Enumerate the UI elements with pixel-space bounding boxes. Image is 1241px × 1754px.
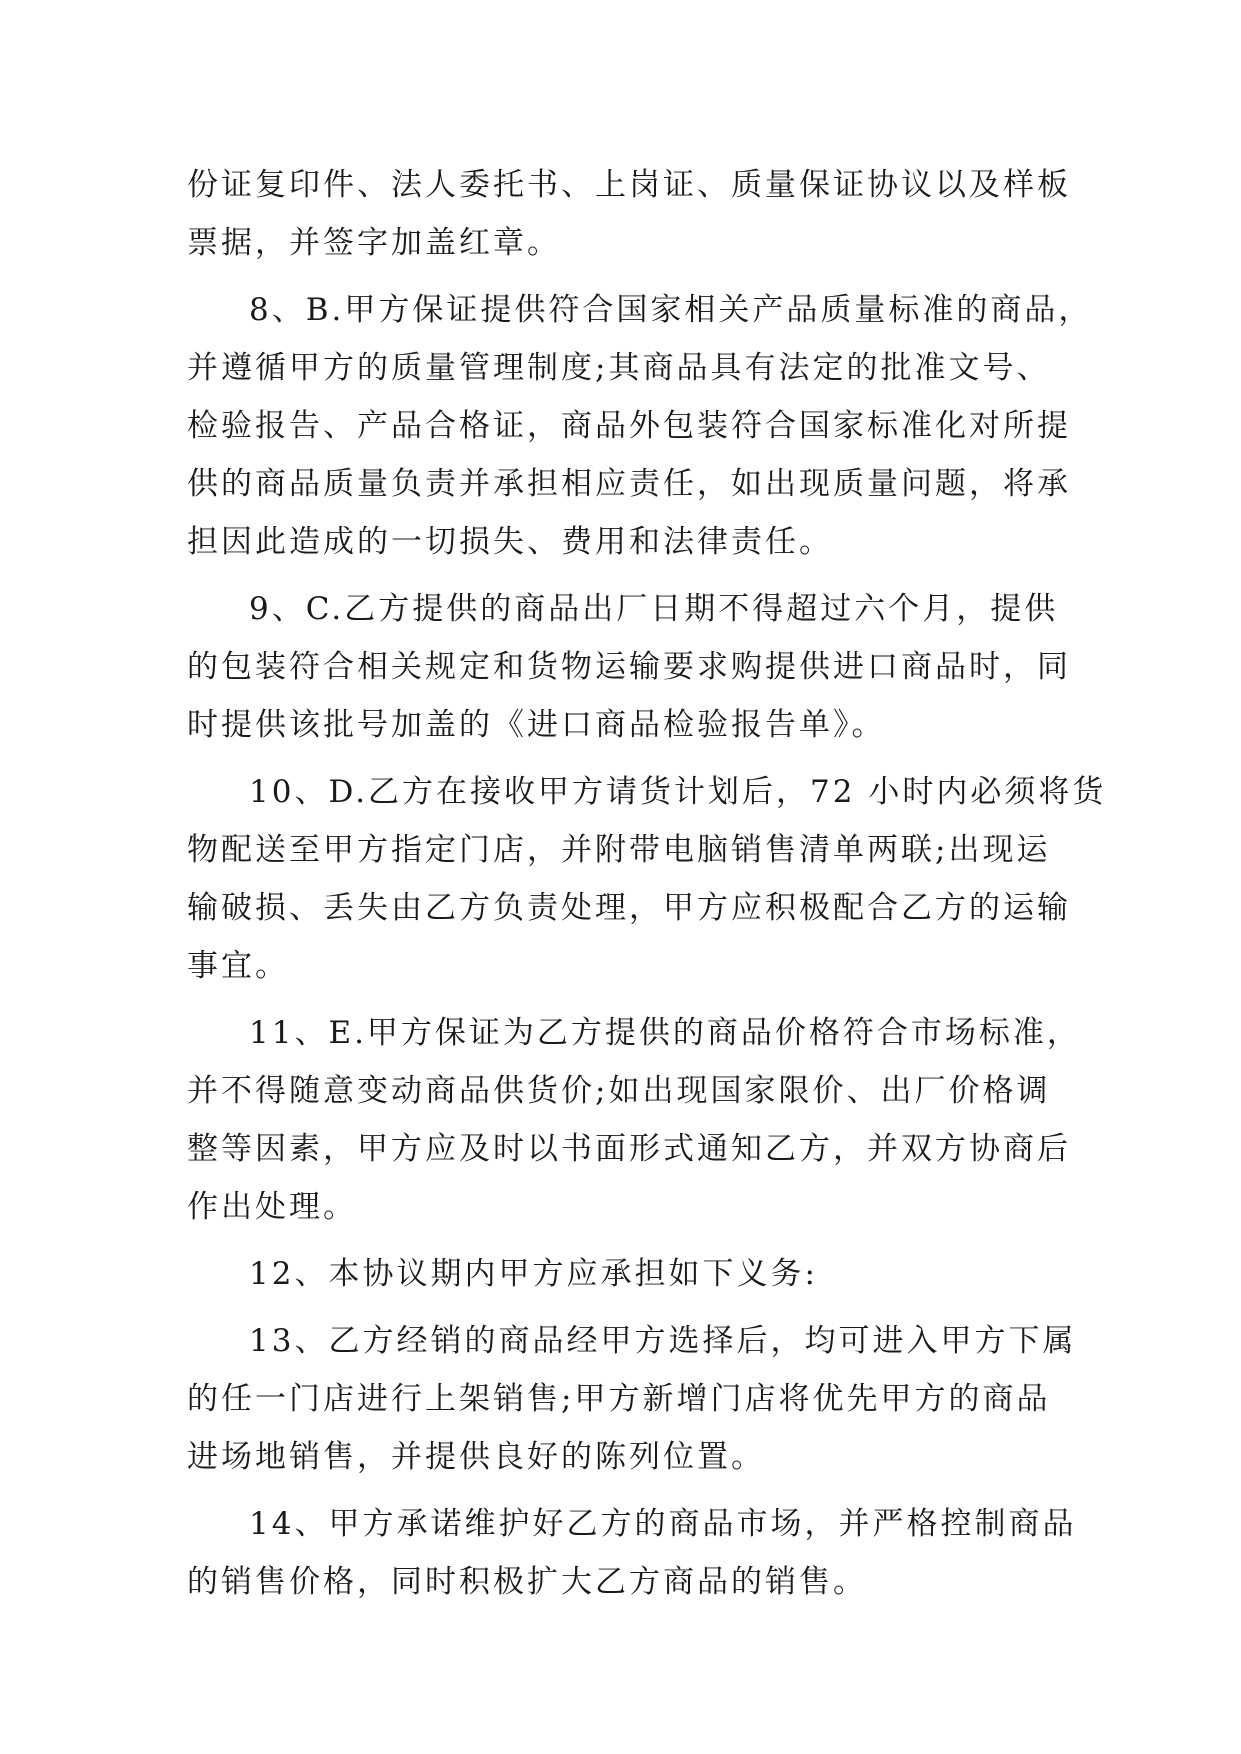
clause-11 xyxy=(187,1004,1081,1236)
clause-9 xyxy=(187,580,1071,754)
clause-8 xyxy=(187,281,1093,571)
text-line: 的包装符合相关规定和货物运输要求购提供进口商品时，同 xyxy=(187,649,1071,685)
text-line: 的任一门店进行上架销售;甲方新增门店将优先甲方的商品 xyxy=(187,1381,1051,1417)
text-line: 物配送至甲方指定门店，并附带电脑销售清单两联;出现运 xyxy=(187,832,1051,868)
text-line: 作出处理。 xyxy=(187,1189,357,1225)
text-line: 11、E.甲方保证为乙方提供的商品价格符合市场标准， xyxy=(249,1015,1081,1051)
clause-14 xyxy=(187,1495,1077,1611)
text-line: 份证复印件、法人委托书、上岗证、质量保证协议以及样板 xyxy=(187,167,1071,203)
text-line: 票据，并签字加盖红章。 xyxy=(187,225,561,261)
text-line: 并不得随意变动商品供货价;如出现国家限价、出厂价格调 xyxy=(187,1073,1051,1109)
text-line: 供的商品质量负责并承担相应责任，如出现质量问题，将承 xyxy=(187,466,1071,502)
text-line: 输破损、丢失由乙方负责处理，甲方应积极配合乙方的运输 xyxy=(187,890,1071,926)
text-line: 进场地销售，并提供良好的陈列位置。 xyxy=(187,1439,765,1475)
clause-13 xyxy=(187,1312,1077,1486)
text-line: 的销售价格，同时积极扩大乙方商品的销售。 xyxy=(187,1564,867,1600)
text-line: 并遵循甲方的质量管理制度;其商品具有法定的批准文号、 xyxy=(187,350,1051,386)
text-line: 时提供该批号加盖的《进口商品检验报告单》。 xyxy=(187,707,886,743)
document-body xyxy=(187,156,1107,1620)
paragraph-id-copy-continuation xyxy=(187,156,1071,272)
text-line: 9、C.乙方提供的商品出厂日期不得超过六个月，提供 xyxy=(249,591,1059,627)
clause-12 xyxy=(187,1245,1057,1303)
text-line: 整等因素，甲方应及时以书面形式通知乙方，并双方协商后 xyxy=(187,1131,1071,1167)
text-line: 12、本协议期内甲方应承担如下义务: xyxy=(249,1256,818,1292)
text-line: 13、乙方经销的商品经甲方选择后，均可进入甲方下属 xyxy=(249,1323,1077,1359)
clause-10 xyxy=(187,763,1107,995)
text-line: 10、D.乙方在接收甲方请货计划后，72 小时内必须将货 xyxy=(249,774,1107,810)
text-line: 事宜。 xyxy=(187,948,289,984)
text-line: 担因此造成的一切损失、费用和法律责任。 xyxy=(187,524,833,560)
text-line: 检验报告、产品合格证，商品外包装符合国家标准化对所提 xyxy=(187,408,1071,444)
text-line: 8、B.甲方保证提供符合国家相关产品质量标准的商品， xyxy=(249,292,1093,328)
text-line: 14、甲方承诺维护好乙方的商品市场，并严格控制商品 xyxy=(249,1506,1077,1542)
